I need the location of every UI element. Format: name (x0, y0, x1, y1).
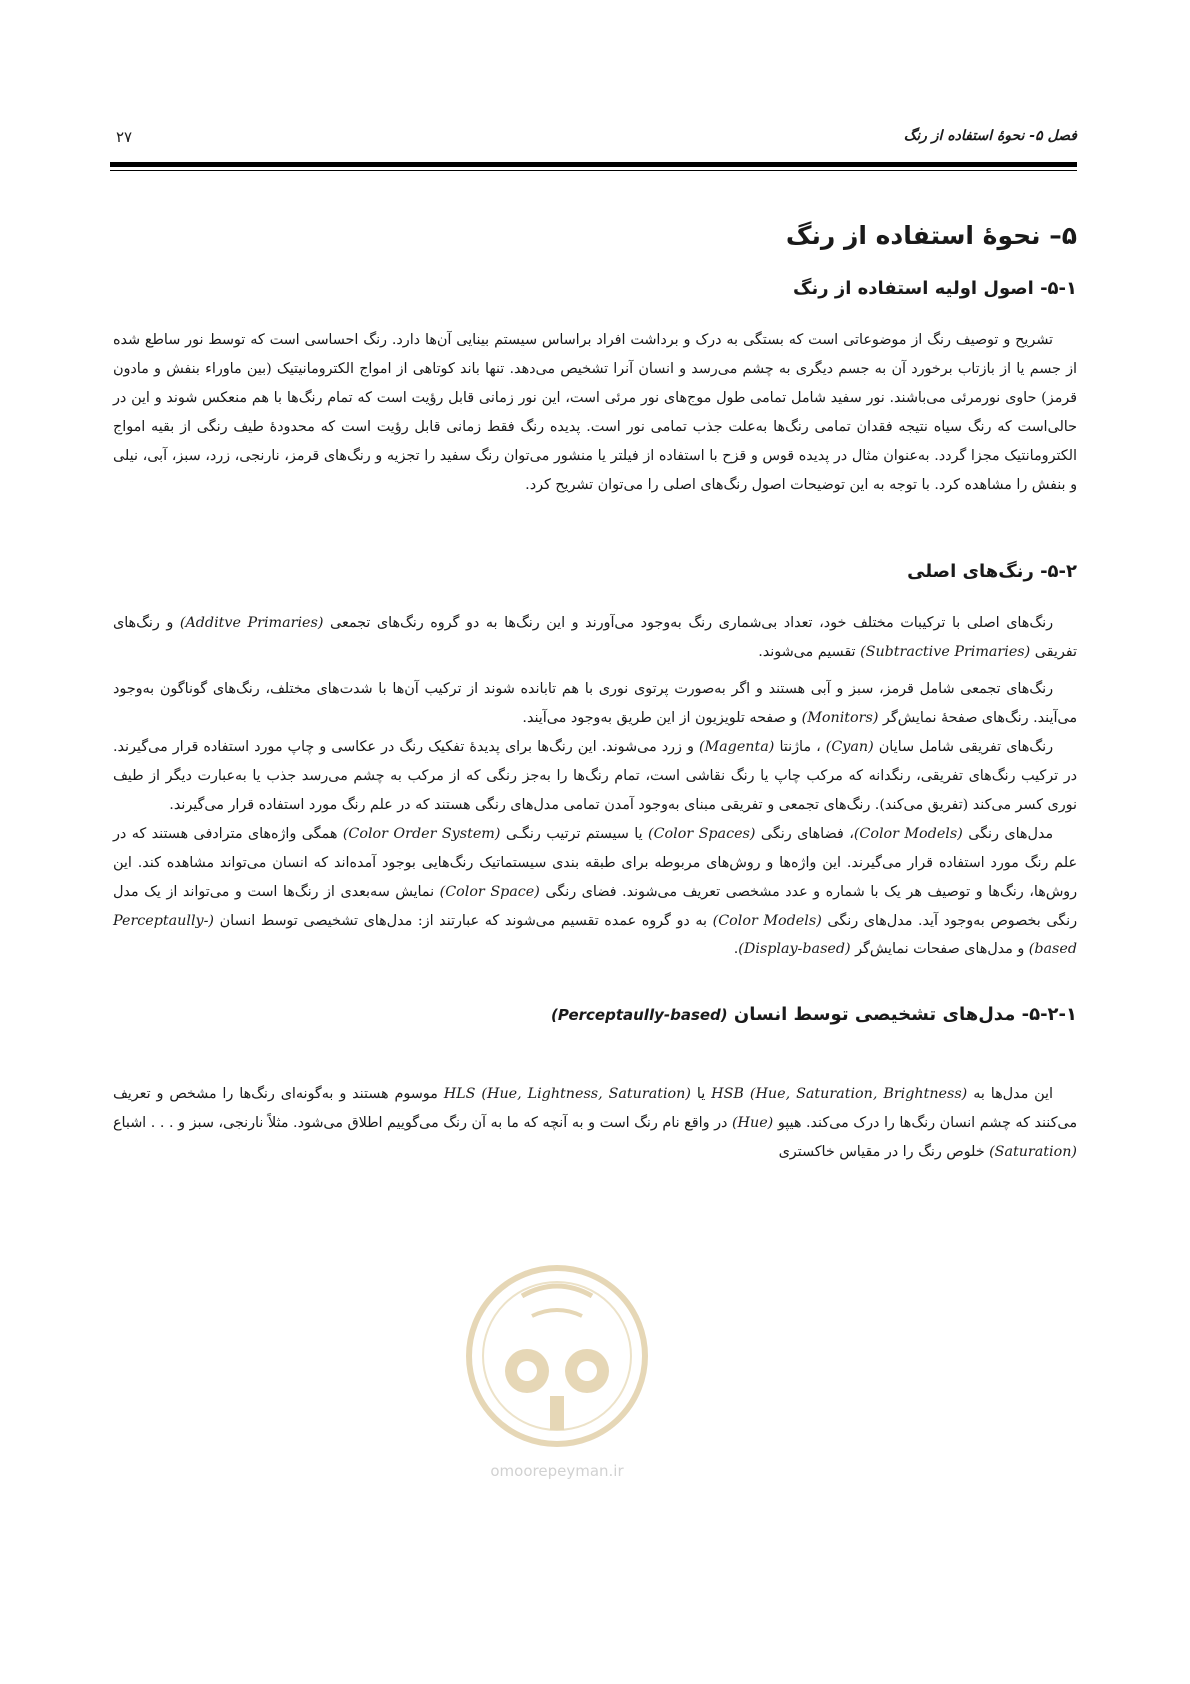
paragraph-additive: رنگ‌های تجمعی شامل قرمز، سبز و آبی هستند و اگر به‌صورت پرتوی نوری با هم تابانده شوند از ترکیب آن‌ها با شدت‌های مختلف، رنگ‌های گوناگون به‌وجود می‌آیند. رنگ‌های صفحهٔ نمایش‌گر (Monitors) و صفحه تلویزیون از این طریق به‌وجود می‌آیند. (113, 681, 1077, 727)
header-rule-thin (110, 170, 1077, 171)
running-title: فصل ۵- نحوهٔ استفاده از رنگ (903, 128, 1077, 144)
section-heading-5-1: ۵-۱- اصول اولیه استفاده از رنگ (793, 278, 1077, 299)
watermark-logo (462, 1256, 652, 1486)
page-body (113, 218, 1077, 1167)
page-number: ۲۷ (116, 128, 133, 146)
header-rule-thick (110, 162, 1077, 167)
chapter-heading: ۵– نحوهٔ استفاده از رنگ (785, 221, 1077, 250)
paragraph-perceptual-models: این مدل‌ها به HSB (Hue, Saturation, Brightness) یا HLS (Hue, Lightness, Saturation) موسوم هستند و به‌گونه‌ای رنگ‌ها را مشخص و تعریف می‌کنند که چشم انسان رنگ‌ها را درک می‌کند. هیپو (Hue) در واقع نام رنگ است و به آنچه که ما به آن رنگ می‌گوییم اطلاق می‌شود. مثلاً نارنجی، سبز و . . . اشباع (Saturation) خلوص رنگ را در مقیاس خاکستری (113, 1086, 1077, 1161)
section-heading-5-2-1: ۵-۲-۱- مدل‌های تشخیصی توسط انسان (Perceptaully-based) (551, 1004, 1077, 1026)
page-header (110, 128, 1077, 158)
paragraph-subtractive: رنگ‌های تفریقی شامل سایان (Cyan) ، ماژنتا (Magenta) و زرد می‌شوند. این رنگ‌ها برای پدیدهٔ تفکیک رنگ در عکاسی و چاپ مورد استفاده قرار می‌گیرند. در ترکیب رنگ‌های تفریقی، رنگدانه که مرکب چاپ یا رنگ نقاشی است، تمام رنگ‌ها را به‌جز رنگی که از مرکب به چشم می‌رسد جذب یا به‌عبارت دیگر از طیف نوری کسر می‌کند (تفریق می‌کند). رنگ‌های تجمعی و تفریقی مبنای به‌وجود آمدن تمامی مدل‌های رنگی هستند که در علم رنگ مورد استفاده قرار می‌گیرند. (113, 739, 1077, 813)
paragraph-color-basics: تشریح و توصیف رنگ از موضوعاتی است که بستگی به درک و برداشت افراد براساس سیستم بینایی آن‌ها دارد. رنگ احساسی است که توسط نور ساطع شده از جسم یا از بازتاب برخورد آن به جسم دیگری به چشم می‌رسد و انسان آنرا تشخیص می‌دهد. تنها باند کوتاهی از امواج الکترومانیتیک (بین ماوراء بنفش و مادون قرمز) حاوی نورمرئی می‌باشند. نور سفید شامل تمامی طول موج‌های نور مرئی است، این نور زمانی قابل رؤیت است که تمام رنگ‌ها با هم منعکس شوند و این در حالی‌است که رنگ سیاه نتیجه فقدان تمامی رنگ‌ها به‌علت جذب تمامی نور است. پدیده رنگ فقط زمانی قابل رؤیت است که محدودهٔ طیف رنگی از بقیه امواج الکترومانتیک مجزا گردد. به‌عنوان مثال در پدیده قوس و قزح با استفاده از فیلتر یا منشور می‌توان رنگ سفید را تجزیه و رنگ‌های قرمز، نارنجی، زرد، سبز، آبی، نیلی و بنفش را مشاهده کرد. با توجه به این توضیحات اصول رنگ‌های اصلی را می‌توان تشریح کرد. (113, 332, 1077, 493)
paragraph-primaries: رنگ‌های اصلی با ترکیبات مختلف خود، تعداد بی‌شماری رنگ به‌وجود می‌آورند و این رنگ‌ها به دو گروه رنگ‌های تجمعی (Additve Primaries) و رنگ‌های تفریقی (Subtractive Primaries) تقسیم می‌شوند. (113, 615, 1077, 661)
paragraph-color-models: مدل‌های رنگی (Color Models)، فضاهای رنگی (Color Spaces) یا سیستم ترتیب رنگـی (Color Order System) همگی واژه‌های مترادفی هستند که در علم رنگ مورد استفاده قرار می‌گیرند. این واژه‌ها و روش‌های مربوطه برای طبقه بندی سیستماتیک رنگ‌هایی بوجود آمده‌اند که انسان می‌تواند مشاهده کند. این روش‌ها، رنگ‌ها و توصیف هر یک با شماره و عدد مشخصی تعریف می‌شوند. فضای رنگی (Color Space) نمایش سه‌بعدی از رنگ‌ها است و می‌تواند از یک مدل رنگی بخصوص به‌وجود آید. مدل‌های رنگی (Color Models) به دو گروه عمده تقسیم می‌شوند که عبارتند از: مدل‌های تشخیصی توسط انسان (Perceptaully-based) و مدل‌های صفحات نمایش‌گر (Display-based). (113, 825, 1077, 958)
watermark-site-label: omoorepeyman.ir (490, 1462, 624, 1480)
section-heading-5-2: ۵-۲- رنگ‌های اصلی (907, 561, 1077, 583)
watermark-emblem-icon (462, 1256, 652, 1456)
